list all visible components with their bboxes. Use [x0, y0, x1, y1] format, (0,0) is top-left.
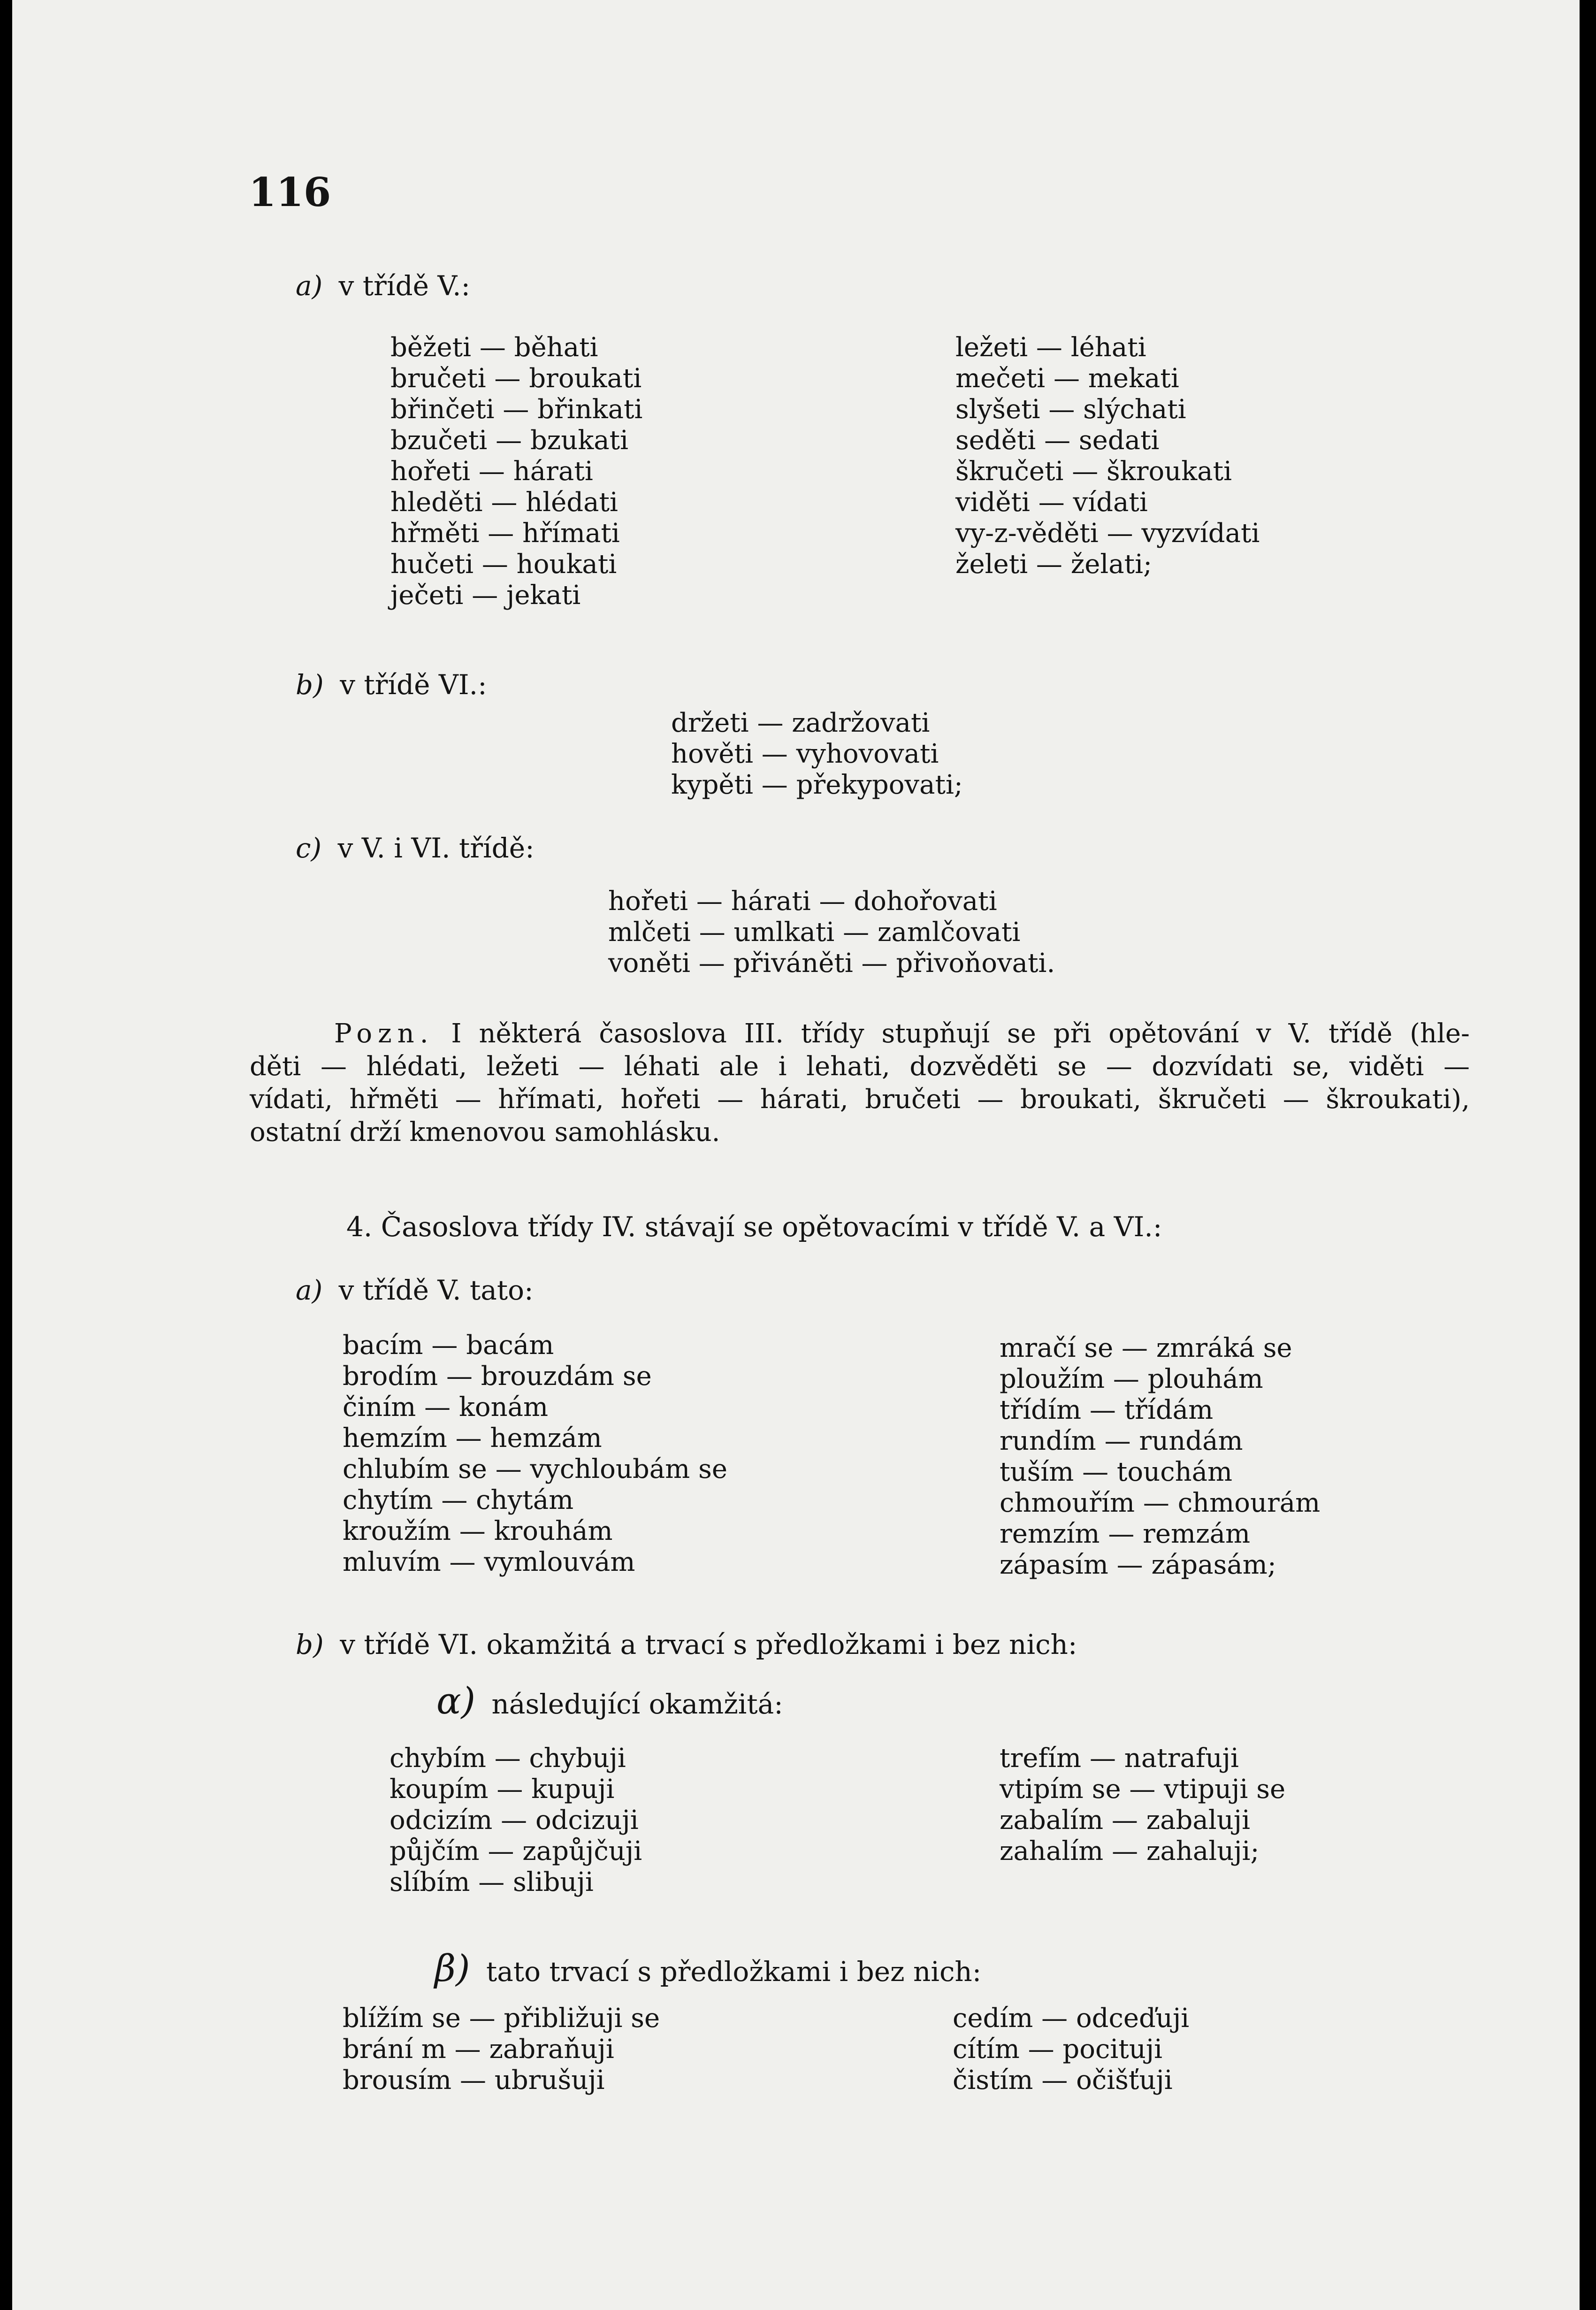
verb-pair: trefím — natrafuji — [1000, 1743, 1239, 1774]
verb-pair: zabalím — zabaluji — [1000, 1805, 1251, 1836]
item-label: c) — [296, 832, 322, 864]
section-4a-right-column — [1000, 1333, 1320, 1581]
verb-pair: kypěti — překypovati; — [671, 770, 963, 800]
section-4-heading: 4. Časoslova třídy IV. stávají se opětovacími v třídě V. a VI.: — [346, 1211, 1162, 1243]
heading-text: v třídě VI.: — [340, 669, 487, 701]
verb-pair: hřměti — hřímati — [390, 518, 620, 549]
verb-pair: půjčím — zapůjčuji — [389, 1836, 642, 1866]
beta-symbol: β) — [435, 1948, 470, 1990]
verb-triple: mlčeti — umlkati — zamlčovati — [608, 917, 1021, 948]
verb-pair: seděti — sedati — [955, 425, 1160, 456]
verb-pair: zahalím — zahaluji; — [1000, 1836, 1260, 1866]
page-number: 116 — [249, 169, 331, 215]
verb-pair: čistím — očišťuji — [953, 2065, 1173, 2096]
verb-pair: brání m — zabraňuji — [343, 2034, 614, 2065]
section-3c-column — [608, 886, 1055, 979]
item-label: b) — [296, 1629, 324, 1660]
beta-left-column — [343, 2003, 660, 2096]
book-page — [12, 0, 1580, 2310]
note-line-1 — [250, 1017, 1470, 1050]
verb-pair: ležeti — léhati — [955, 332, 1146, 363]
section-3a-right-column — [955, 332, 1260, 580]
alpha-heading — [436, 1680, 783, 1722]
alpha-symbol: α) — [436, 1680, 476, 1722]
verb-pair: bzučeti — bzukati — [390, 425, 629, 456]
heading-text: tato trvací s předložkami i bez nich: — [486, 1956, 982, 1988]
heading-text: v třídě VI. okamžitá a trvací s předložkami i bez nich: — [340, 1629, 1077, 1660]
section-4a-left-column — [343, 1330, 727, 1578]
verb-pair: cítím — pocituji — [953, 2034, 1163, 2065]
verb-pair: koupím — kupuji — [389, 1774, 615, 1805]
note-line-3: vídati, hřměti — hřímati, hořeti — hárati, bručeti — broukati, škručeti — škroukati), — [250, 1084, 1470, 1115]
note-line-2: děti — hlédati, ležeti — léhati ale i lehati, dozvěděti se — dozvídati se, viděti — — [250, 1051, 1470, 1082]
verb-pair: škručeti — škroukati — [955, 456, 1232, 487]
verb-triple: voněti — přiváněti — přivoňovati. — [608, 948, 1055, 979]
verb-pair: chybím — chybuji — [389, 1743, 626, 1774]
verb-pair: třídím — třídám — [1000, 1395, 1214, 1425]
verb-pair: hověti — vyhovovati — [671, 739, 939, 769]
verb-pair: chmouřím — chmourám — [1000, 1488, 1321, 1518]
beta-right-column — [953, 2003, 1189, 2096]
note-text: I některá časoslova III. třídy stupňují se při opětování v V. třídě (hle- — [451, 1018, 1470, 1049]
heading-text: následující okamžitá: — [491, 1688, 783, 1720]
verb-pair: držeti — zadržovati — [671, 708, 930, 738]
verb-pair: vy-z-věděti — vyzvídati — [955, 518, 1260, 549]
verb-pair: cedím — odceďuji — [953, 2003, 1190, 2034]
verb-pair: chlubím se — vychloubám se — [343, 1454, 727, 1484]
verb-pair: remzím — remzám — [1000, 1519, 1251, 1549]
verb-pair: brodím — brouzdám se — [343, 1361, 652, 1392]
verb-pair: hořeti — hárati — [390, 456, 593, 487]
verb-pair: viděti — vídati — [955, 487, 1148, 518]
heading-text: v V. i VI. třídě: — [337, 832, 535, 864]
verb-triple: hořeti — hárati — dohořovati — [608, 886, 997, 917]
verb-pair: mračí se — zmráká se — [1000, 1333, 1292, 1363]
note-line-4: ostatní drží kmenovou samohlásku. — [250, 1117, 720, 1147]
verb-pair: želeti — želati; — [955, 549, 1152, 580]
alpha-left-column — [389, 1743, 642, 1898]
verb-pair: hučeti — houkati — [390, 549, 617, 580]
section-4a-heading — [296, 1274, 534, 1306]
verb-pair: odcizím — odcizuji — [389, 1805, 639, 1836]
section-3c-heading — [296, 832, 535, 864]
verb-pair: vtipím se — vtipuji se — [1000, 1774, 1286, 1805]
verb-pair: bručeti — broukati — [390, 363, 642, 394]
verb-pair: slíbím — slibuji — [389, 1867, 594, 1897]
section-3b-column — [671, 708, 963, 801]
item-label: b) — [296, 669, 324, 701]
verb-pair: ploužím — plouhám — [1000, 1364, 1263, 1394]
beta-heading — [435, 1948, 981, 1990]
verb-pair: slyšeti — slýchati — [955, 394, 1186, 425]
verb-pair: chytím — chytám — [343, 1485, 574, 1515]
note-label: Pozn. — [334, 1018, 434, 1049]
verb-pair: ječeti — jekati — [390, 580, 581, 611]
verb-pair: zápasím — zápasám; — [1000, 1550, 1276, 1580]
verb-pair: rundím — rundám — [1000, 1426, 1243, 1456]
verb-pair: kroužím — krouhám — [343, 1516, 613, 1546]
section-3a-left-column — [390, 332, 642, 611]
item-label: a) — [296, 270, 323, 302]
verb-pair: činím — konám — [343, 1392, 549, 1423]
note-paragraph — [250, 1017, 1470, 1149]
verb-pair: bacím — bacám — [343, 1330, 554, 1361]
verb-pair: brousím — ubrušuji — [343, 2065, 605, 2096]
verb-pair: mluvím — vymlouvám — [343, 1547, 635, 1577]
heading-text: v třídě V.: — [338, 270, 471, 302]
section-3a-heading — [296, 270, 470, 302]
verb-pair: hleděti — hlédati — [390, 487, 618, 518]
verb-pair: běžeti — běhati — [390, 332, 598, 363]
verb-pair: blížím se — přibližuji se — [343, 2003, 660, 2034]
alpha-right-column — [1000, 1743, 1285, 1867]
heading-text: v třídě V. tato: — [338, 1274, 534, 1306]
verb-pair: mečeti — mekati — [955, 363, 1179, 394]
section-4b-heading — [296, 1629, 1077, 1660]
item-label: a) — [296, 1274, 323, 1306]
section-3b-heading — [296, 669, 487, 701]
verb-pair: břinčeti — břinkati — [390, 394, 643, 425]
verb-pair: tuším — touchám — [1000, 1457, 1233, 1487]
verb-pair: hemzím — hemzám — [343, 1423, 602, 1453]
